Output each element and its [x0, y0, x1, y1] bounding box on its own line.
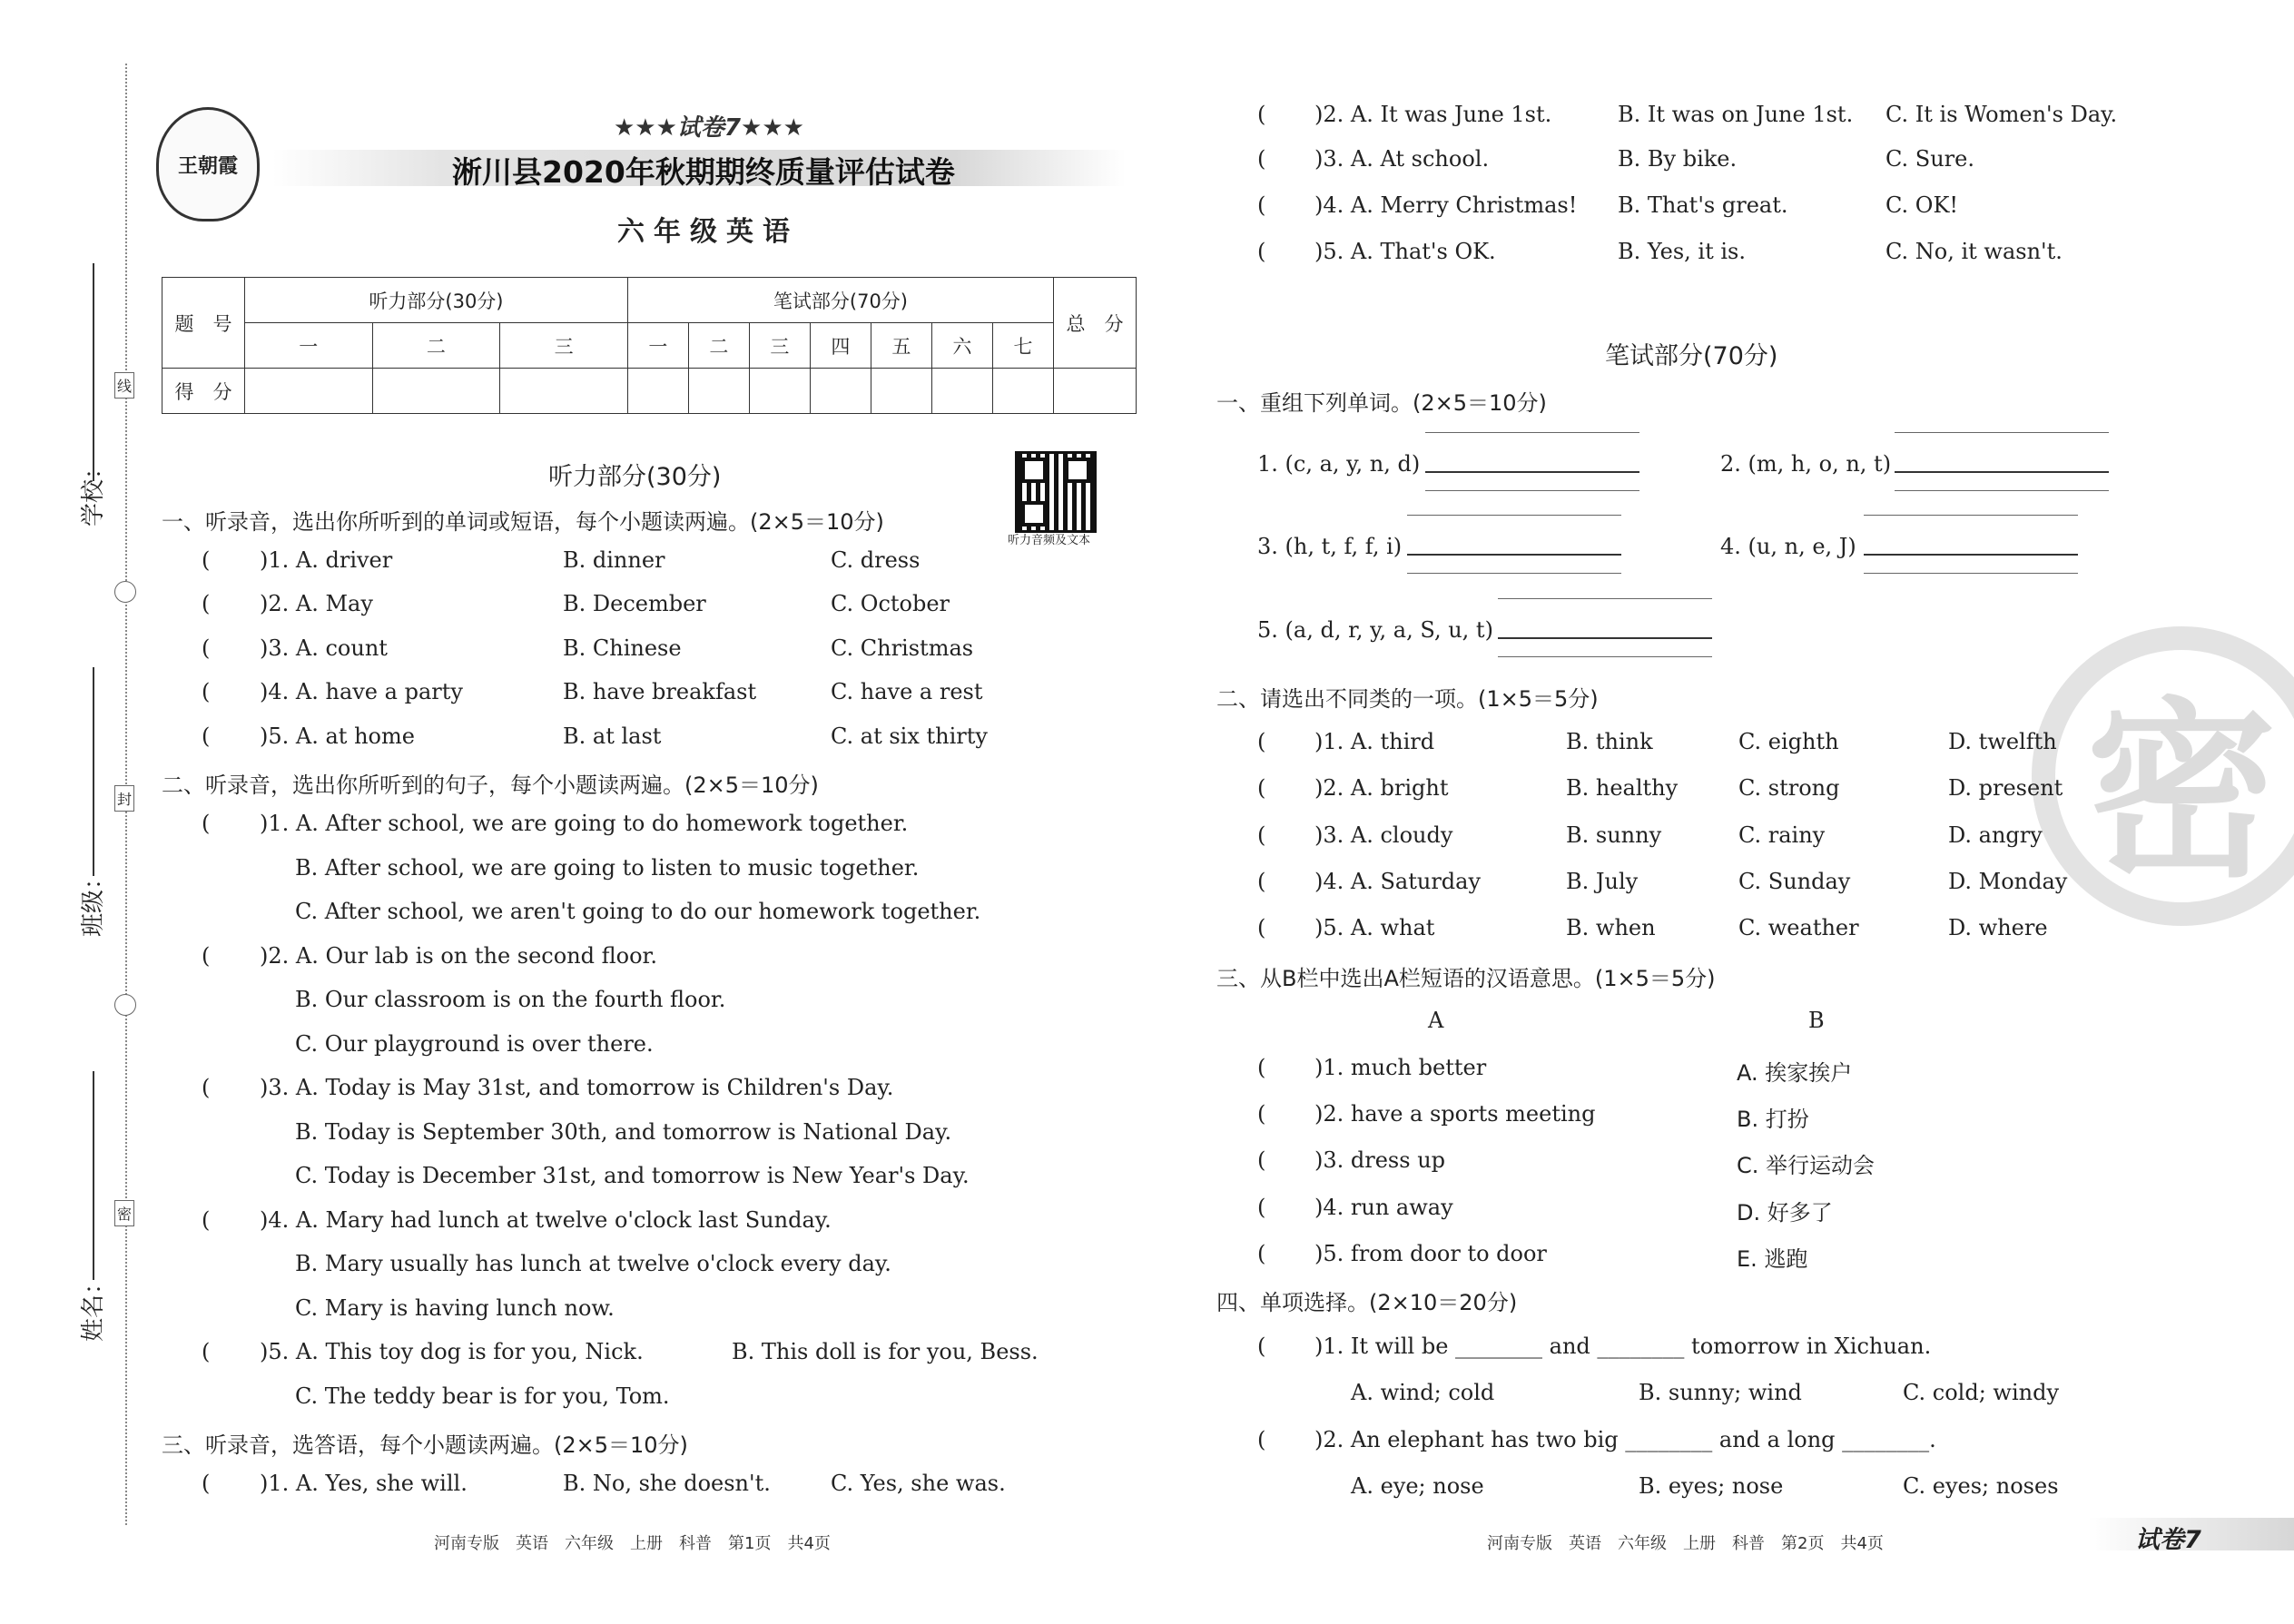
option-b: B. It was on June 1st. [1618, 102, 1854, 127]
phrase-a: )1. much better [1314, 1055, 1487, 1080]
writing-col: 六 [931, 323, 992, 369]
option-a: A. eye; nose [1351, 1473, 1484, 1499]
option-d: D. where [1948, 915, 2048, 940]
phrase-a: )3. dress up [1314, 1147, 1446, 1173]
score-table [162, 277, 1137, 414]
sentence-option: B. Our classroom is on the fourth floor. [295, 987, 726, 1012]
option-c: C. have a rest [831, 679, 983, 704]
writing-col: 二 [688, 323, 749, 369]
sentence-option: )2. A. Our lab is on the second floor. [260, 943, 658, 969]
sentence-option: )1. A. After school, we are going to do homework together. [260, 811, 909, 836]
blank-paren[interactable]: ( [1257, 239, 1266, 264]
option-a: )5. A. what [1314, 915, 1435, 940]
option-a: )4. A. Merry Christmas! [1314, 192, 1578, 218]
question-number-header: 题 号 [162, 278, 245, 369]
school-label: 学校： [80, 455, 107, 527]
option-b: B. Yes, it is. [1618, 239, 1746, 264]
blank-paren[interactable]: ( [202, 547, 211, 573]
brand-logo-text: 王朝霞 [177, 153, 238, 178]
answer-line[interactable] [1425, 471, 1639, 473]
sentence-option: )4. A. Mary had lunch at twelve o'clock last Sunday. [260, 1207, 832, 1233]
sentence-option: B. After school, we are going to listen to music together. [295, 855, 920, 881]
option-b: B. July [1566, 869, 1639, 894]
class-label: 班级： [80, 865, 107, 937]
page-footer-left: 河南专版 英语 六年级 上册 科普 第1页 共4页 [434, 1534, 831, 1553]
column-b-header: B [1808, 1008, 1825, 1033]
option-b: B. sunny; wind [1639, 1380, 1802, 1405]
option-c: C. Christmas [831, 635, 974, 661]
answer-line[interactable] [1498, 656, 1712, 657]
option-a: )1. A. driver [260, 547, 393, 573]
blank-paren[interactable]: ( [202, 679, 211, 704]
answer-line[interactable] [1864, 515, 2078, 516]
blank-paren[interactable]: ( [1257, 1101, 1266, 1127]
qr-caption: 听力音频及文本 [1008, 534, 1091, 547]
sentence-option: C. Today is December 31st, and tomorrow is New Year's Day. [295, 1163, 970, 1188]
option-a: )3. A. At school. [1314, 146, 1490, 172]
listening-section2-heading: 二、听录音，选出你所听到的句子，每个小题读两遍。(2×5＝10分) [162, 773, 819, 798]
listening-section1-heading: 一、听录音，选出你所听到的单词或短语，每个小题读两遍。(2×5＝10分) [162, 509, 884, 535]
word-item: 3. (h, t, f, f, i) [1257, 534, 1403, 559]
option-b: B. at last [563, 723, 662, 749]
phrase-b: D. 好多了 [1737, 1200, 1833, 1225]
blank-paren[interactable]: ( [202, 1339, 211, 1364]
listening-section3-heading: 三、听录音，选答语，每个小题读两遍。(2×5＝10分) [162, 1432, 688, 1458]
watermark-text: 密 [2085, 681, 2277, 903]
option-b: B. No, she doesn't. [563, 1471, 771, 1496]
option-c: C. No, it wasn't. [1885, 239, 2063, 264]
qr-code-icon[interactable] [1015, 451, 1097, 533]
option-c: C. dress [831, 547, 921, 573]
binding-hole-icon [114, 994, 136, 1016]
listening-col: 二 [372, 323, 500, 369]
writing-col: 七 [992, 323, 1053, 369]
blank-paren[interactable]: ( [1257, 192, 1266, 218]
score-cell[interactable] [1054, 369, 1137, 414]
sentence-option: B. Mary usually has lunch at twelve o'clock every day. [295, 1251, 891, 1276]
blank-paren[interactable]: ( [1257, 102, 1266, 127]
option-c: C. It is Women's Day. [1885, 102, 2118, 127]
writing-title: 笔试部分(70分) [1605, 342, 1778, 370]
blank-paren[interactable]: ( [202, 1207, 211, 1233]
option-b: B. By bike. [1618, 146, 1738, 172]
writing-col: 一 [627, 323, 688, 369]
blank-paren[interactable]: ( [202, 811, 211, 836]
option-c: C. rainy [1738, 822, 1826, 848]
option-c: C. weather [1738, 915, 1859, 940]
score-cell[interactable] [372, 369, 500, 414]
option-a: A. wind; cold [1351, 1380, 1495, 1405]
phrase-a: )2. have a sports meeting [1314, 1101, 1596, 1127]
option-c: C. Sure. [1885, 146, 1974, 172]
sentence-option: )3. A. Today is May 31st, and tomorrow is Children's Day. [260, 1075, 894, 1100]
answer-line[interactable] [1498, 637, 1712, 639]
question-stem: )1. It will be ________ and ________ tomorrow in Xichuan. [1314, 1334, 1932, 1359]
option-b: B. eyes; nose [1639, 1473, 1784, 1499]
option-b: B. sunny [1566, 822, 1662, 848]
score-cell[interactable] [245, 369, 373, 414]
option-a: )2. A. bright [1314, 775, 1449, 801]
writing-col: 四 [810, 323, 871, 369]
blank-paren[interactable]: ( [202, 635, 211, 661]
option-c: C. eyes; noses [1903, 1473, 2059, 1499]
answer-line[interactable] [1407, 554, 1621, 556]
blank-paren[interactable]: ( [1257, 1334, 1266, 1359]
blank-paren[interactable]: ( [1257, 729, 1266, 754]
blank-paren[interactable]: ( [1257, 915, 1266, 940]
score-row-label: 得 分 [162, 369, 245, 414]
score-cell[interactable] [749, 369, 810, 414]
answer-line[interactable] [1498, 598, 1712, 599]
seal-mark-seal: 封 [114, 785, 134, 812]
option-b: B. have breakfast [563, 679, 757, 704]
writing-section1-heading: 一、重组下列单词。(2×5＝10分) [1216, 390, 1547, 416]
answer-line[interactable] [1425, 490, 1639, 491]
phrase-b: B. 打扮 [1737, 1107, 1809, 1132]
writing-section4-heading: 四、单项选择。(2×10＝20分) [1216, 1290, 1518, 1315]
writing-section3-heading: 三、从B栏中选出A栏短语的汉语意思。(1×5＝5分) [1216, 966, 1716, 991]
option-b: B. think [1566, 729, 1653, 754]
paper-number: ★★★试卷7★★★ [614, 114, 804, 142]
option-a: )3. A. count [260, 635, 388, 661]
sentence-option: )5. A. This toy dog is for you, Nick. [260, 1339, 644, 1364]
score-cell[interactable] [500, 369, 628, 414]
option-c: C. cold; windy [1903, 1380, 2060, 1405]
option-c: C. strong [1738, 775, 1840, 801]
answer-line[interactable] [1864, 573, 2078, 574]
option-d: D. Monday [1948, 869, 2068, 894]
option-a: )5. A. That's OK. [1314, 239, 1496, 264]
option-b: B. Chinese [563, 635, 682, 661]
writing-col: 三 [749, 323, 810, 369]
writing-col: 五 [871, 323, 931, 369]
sentence-option: B. This doll is for you, Bess. [732, 1339, 1039, 1364]
total-header: 总 分 [1054, 278, 1137, 369]
blank-paren[interactable]: ( [1257, 775, 1266, 801]
word-item: 1. (c, a, y, n, d) [1257, 451, 1421, 477]
listening-col: 一 [245, 323, 373, 369]
answer-line[interactable] [1895, 432, 2109, 433]
blank-paren[interactable]: ( [1257, 1241, 1266, 1266]
answer-line[interactable] [1864, 554, 2078, 556]
question-stem: )2. An elephant has two big ________ and a long ________. [1314, 1427, 1936, 1452]
column-a-header: A [1428, 1008, 1444, 1033]
option-b: B. December [563, 591, 706, 616]
phrase-b: A. 挨家挨户 [1737, 1060, 1853, 1086]
option-a: )3. A. cloudy [1314, 822, 1453, 848]
subject-title: 六年级英语 [617, 216, 799, 248]
option-a: )1. A. third [1314, 729, 1435, 754]
score-cell[interactable] [931, 369, 992, 414]
option-c: C. OK! [1885, 192, 1959, 218]
option-a: )1. A. Yes, she will. [260, 1471, 468, 1496]
blank-paren[interactable]: ( [1257, 822, 1266, 848]
sentence-option: B. Today is September 30th, and tomorrow is National Day. [295, 1119, 952, 1145]
writing-section2-heading: 二、请选出不同类的一项。(1×5＝5分) [1216, 686, 1599, 712]
option-b: B. dinner [563, 547, 665, 573]
name-label: 姓名： [80, 1270, 107, 1342]
blank-paren[interactable]: ( [202, 943, 211, 969]
option-c: C. October [831, 591, 950, 616]
option-c: C. at six thirty [831, 723, 988, 749]
sentence-option: C. After school, we aren't going to do our homework together. [295, 899, 981, 924]
score-cell[interactable] [627, 369, 688, 414]
page-footer-right: 河南专版 英语 六年级 上册 科普 第2页 共4页 [1487, 1534, 1884, 1553]
option-a: )4. A. have a party [260, 679, 463, 704]
word-item: 5. (a, d, r, y, a, S, u, t) [1257, 617, 1493, 643]
option-a: )2. A. May [260, 591, 373, 616]
phrase-a: )5. from door to door [1314, 1241, 1547, 1266]
blank-paren[interactable]: ( [1257, 1195, 1266, 1220]
option-b: B. healthy [1566, 775, 1679, 801]
score-cell[interactable] [810, 369, 871, 414]
sentence-option: C. Mary is having lunch now. [295, 1295, 615, 1321]
word-item: 4. (u, n, e, J) [1720, 534, 1856, 559]
school-field[interactable] [93, 263, 94, 481]
blank-paren[interactable]: ( [202, 723, 211, 749]
option-d: D. present [1948, 775, 2063, 801]
answer-line[interactable] [1407, 515, 1621, 516]
confidential-seal-watermark [2032, 626, 2294, 926]
paper-tag: 试卷7 [2135, 1526, 2201, 1554]
score-cell[interactable] [688, 369, 749, 414]
word-item: 2. (m, h, o, n, t) [1720, 451, 1892, 477]
option-c: C. eighth [1738, 729, 1839, 754]
option-d: D. angry [1948, 822, 2043, 848]
listening-title: 听力部分(30分) [548, 463, 722, 491]
option-a: )2. A. It was June 1st. [1314, 102, 1552, 127]
blank-paren[interactable]: ( [1257, 146, 1266, 172]
blank-paren[interactable]: ( [1257, 1055, 1266, 1080]
phrase-a: )4. run away [1314, 1195, 1453, 1220]
option-c: C. Yes, she was. [831, 1471, 1006, 1496]
option-a: )5. A. at home [260, 723, 415, 749]
seal-mark-line: 线 [114, 372, 134, 399]
sentence-option: C. The teddy bear is for you, Tom. [295, 1383, 670, 1409]
option-b: B. That's great. [1618, 192, 1788, 218]
option-d: D. twelfth [1948, 729, 2057, 754]
blank-paren[interactable]: ( [1257, 1147, 1266, 1173]
listening-col: 三 [500, 323, 628, 369]
phrase-b: E. 逃跑 [1737, 1246, 1808, 1272]
score-cell[interactable] [871, 369, 931, 414]
class-field[interactable] [93, 667, 94, 876]
exam-title: 淅川县2020年秋期期终质量评估试卷 [452, 154, 955, 190]
option-a: )4. A. Saturday [1314, 869, 1482, 894]
sentence-option: C. Our playground is over there. [295, 1031, 654, 1057]
listening-header: 听力部分(30分) [245, 278, 628, 323]
name-field[interactable] [93, 1071, 94, 1280]
blank-paren[interactable]: ( [202, 1471, 211, 1496]
answer-line[interactable] [1895, 471, 2109, 473]
binding-hole-icon [114, 581, 136, 603]
seal-mark-secret: 密 [114, 1200, 134, 1226]
phrase-b: C. 举行运动会 [1737, 1153, 1876, 1178]
answer-line[interactable] [1425, 432, 1639, 433]
blank-paren[interactable]: ( [1257, 869, 1266, 894]
option-b: B. when [1566, 915, 1656, 940]
blank-paren[interactable]: ( [202, 591, 211, 616]
score-cell[interactable] [992, 369, 1053, 414]
answer-line[interactable] [1407, 573, 1621, 574]
blank-paren[interactable]: ( [202, 1075, 211, 1100]
blank-paren[interactable]: ( [1257, 1427, 1266, 1452]
brand-logo [156, 107, 260, 221]
writing-header: 笔试部分(70分) [627, 278, 1053, 323]
option-c: C. Sunday [1738, 869, 1851, 894]
answer-line[interactable] [1895, 490, 2109, 491]
